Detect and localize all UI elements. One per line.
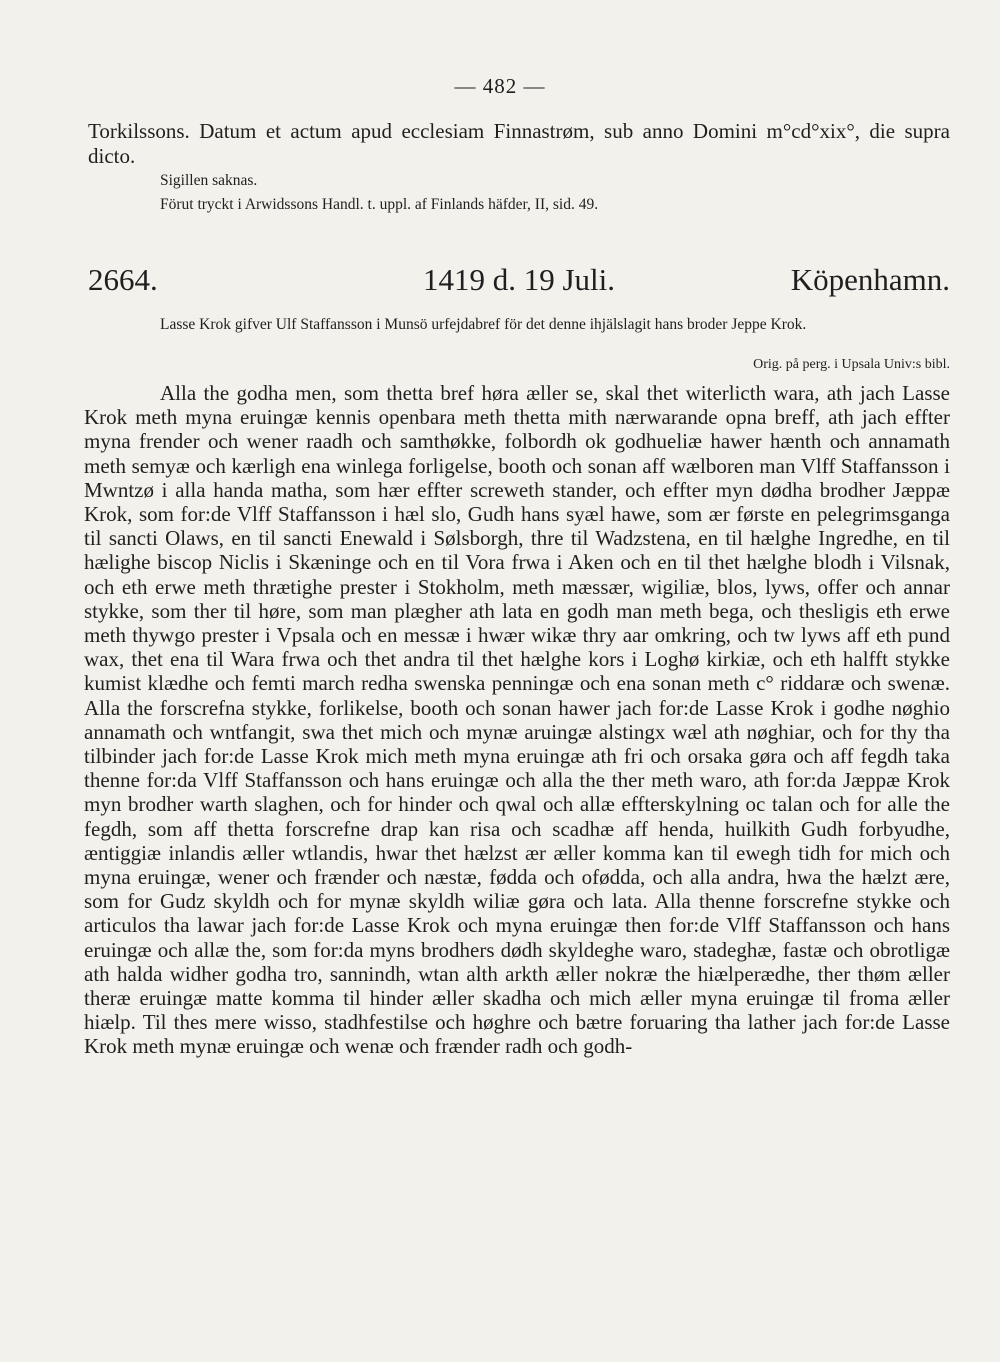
- entry-header: [88, 262, 950, 298]
- entry-place: Köpenhamn.: [790, 262, 950, 297]
- note-printed: Förut tryckt i Arwidssons Handl. t. uppl. af Finlands häfder, II, sid. 49.: [160, 196, 599, 213]
- entry-text: [84, 381, 950, 1059]
- entry-source: Orig. på perg. i Upsala Univ:s bibl.: [753, 357, 950, 372]
- page-number: — 482 —: [454, 74, 546, 98]
- entry-summary: Lasse Krok gifver Ulf Staffansson i Munsö urfejdabref för det denne ihjälslagit hans broder Jeppe Krok.: [160, 316, 807, 333]
- note-seal: Sigillen saknas.: [160, 172, 258, 189]
- entry-body-paragraph: Alla the godha men, som thetta bref høra æller se, skal thet witerlicth wara, ath jach Lasse Krok meth myna eruingæ kennis openbara meth thetta mith nærwarande opna breff, ath jach effter myna frender och wener raadh och samthøkke, folbordh ok godhueliæ hawer hænth och annamath meth semyæ och kærligh ena winlega forligelse, booth och sonan aff wælboren man Vlff Staffansson i Mwntzø i alla handa matha, som hær effter screweth stander, och effter myn dødha brodher Jæppæ Krok, som for:de Vlff Staffansson i hæl slo, Gudh hans syæl hawe, som ær første en pelegrimsganga til sancti Olaws, en til sancti Enewald i Sølsborgh, thre til Wadzstena, en til hælghe Ingredhe, en til hælighe biscop Niclis i Skæninge och en til Vora frwa i Aken och en til thet hælghe blodh i Vilsnak, och eth erwe meth thrætighe prester i Stokholm, meth mæssær, wigiliæ, blos, lyws, offer och annar stykke, som ther til høre, som man plægher ath lata en godh man meth bega, och thesligis eth erwe meth thywgo prester i Vpsala och en messæ i hwær wikæ thry aar omkring, och tw lyws aff eth pund wax, thet ena til Wara frwa och thet andra til thet hælghe kors i Loghø kirkiæ, och eth halfft stykke kumist klædhe och femti march redha swenska penningæ och ena sonan meth c° riddaræ och swenæ. Alla the forscrefna stykke, forlikelse, booth och sonan hawer jach for:de Lasse Krok i godhe nøghio annamath och wntfangit, swa thet mich och mynæ aruingæ alstingx wæl ath nøghiar, och for thy tha tilbinder jach for:de Lasse Krok mich meth myna eruingæ ath fri och orsaka gøra och aff fegdh taka thenne for:da Vlff Staffansson och hans eruingæ och alla the ther meth waro, ath for:da Jæppæ Krok myn brodher warth slaghen, och for hinder och qwal och allæ effterskylning oc talan och for alle the fegdh, som aff thetta forscrefne drap kan risa och scadhæ aff henda, huilkith Gudh forbyudhe, æntiggiæ inlandis æller wtlandis, hwar thet hælzst ær æller komma kan til ewegh tidh for mich och myna eruingæ, wener och frænder och næstæ, fødda och ofødda, och alla andra, hwa the hælzt ære, som for Gudz skyldh och for mynæ skyldh wiliæ gøra och lata. Alla thenne forscrefne stykke och articulos tha lawar jach for:de Lasse Krok och myna eruingæ then for:de Vlff Staffansson och hans eruingæ och allæ the, som for:da myns brodhers dødh skyldeghe waro, stadeghæ, fastæ och obrotligæ ath halda widher godha tro, sannindh, wtan alth arkth æller nokræ the hiælperædhe, ther thøm æller theræ eruingæ matte komma til hinder æller skadha och mich æller myna eruingæ til froma æller hiælp. Til thes mere wisso, stadhfestilse och høghre och bætre foruaring tha lather jach for:de Lasse Krok meth mynæ eruingæ och wenæ och frænder radh och godh-: [84, 381, 950, 1059]
- closing-text: Torkilssons. Datum et actum apud ecclesiam Finnastrøm, sub anno Domini m°cd°xix°, die supra dicto.: [88, 119, 950, 168]
- entry-number: 2664.: [88, 262, 158, 297]
- previous-document-closing: [88, 119, 950, 169]
- entry-date: 1419 d. 19 Juli.: [422, 262, 616, 297]
